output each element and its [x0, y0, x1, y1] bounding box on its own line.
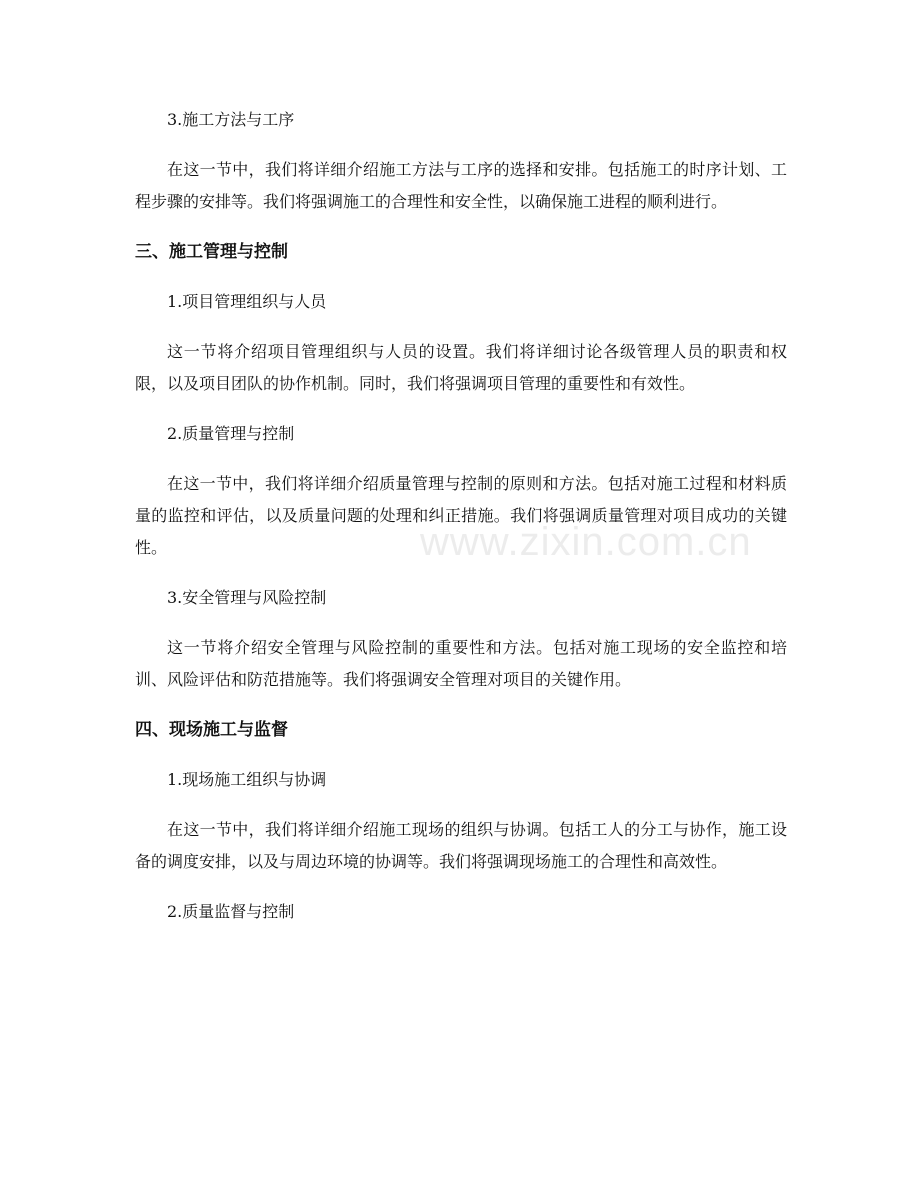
paragraph-site-organization: 在这一节中，我们将详细介绍施工现场的组织与协调。包括工人的分工与协作，施工设备的调度安排，以及与周边环境的协调等。我们将强调现场施工的合理性和高效性。 [135, 820, 787, 871]
subheading-site-organization: 1.现场施工组织与协调 [167, 770, 327, 789]
section-heading-management: 三、施工管理与控制 [135, 242, 288, 262]
section-heading-site-construction: 四、现场施工与监督 [135, 720, 288, 740]
subheading-project-organization: 1.项目管理组织与人员 [167, 292, 327, 311]
paragraph-project-organization: 这一节将介绍项目管理组织与人员的设置。我们将详细讨论各级管理人员的职责和权限，以及项目团队的协作机制。同时，我们将强调项目管理的重要性和有效性。 [135, 342, 787, 393]
watermark-text: www.zixin.com.cn [420, 520, 752, 564]
paragraph-safety-management: 这一节将介绍安全管理与风险控制的重要性和方法。包括对施工现场的安全监控和培训、风险评估和防范措施等。我们将强调安全管理对项目的关键作用。 [135, 638, 787, 689]
subheading-quality-supervision: 2.质量监督与控制 [167, 902, 295, 921]
document-content [135, 104, 787, 946]
subheading-safety-management: 3.安全管理与风险控制 [167, 588, 327, 607]
subheading-construction-method: 3.施工方法与工序 [167, 110, 295, 129]
paragraph-quality-management: 在这一节中，我们将详细介绍质量管理与控制的原则和方法。包括对施工过程和材料质量的监控和评估，以及质量问题的处理和纠正措施。我们将强调质量管理对项目成功的关键性。 [135, 474, 787, 557]
paragraph-construction-method: 在这一节中，我们将详细介绍施工方法与工序的选择和安排。包括施工的时序计划、工程步骤的安排等。我们将强调施工的合理性和安全性，以确保施工进程的顺利进行。 [135, 160, 787, 211]
subheading-quality-management: 2.质量管理与控制 [167, 424, 295, 443]
